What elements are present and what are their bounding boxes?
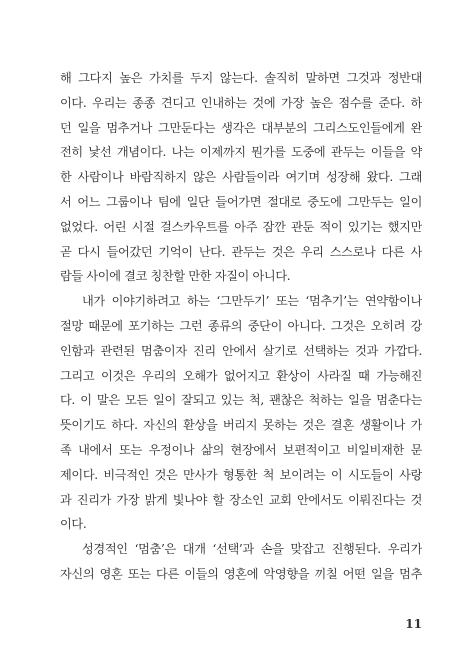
text-line: 전히 낯선 개념이다. 나는 이제까지 뭔가를 도중에 관두는 이들을 약 [60,145,422,160]
body-text [60,66,422,587]
text-line: 다. 이 말은 모든 일이 잘되고 있는 척, 괜찮은 척하는 일을 멈춘다는 [60,393,422,408]
text-line: 없었다. 어린 시절 걸스카우트를 아주 잠깐 관둔 적이 있기는 했지만 [60,219,422,234]
text-line: 인함과 관련된 멈춤이자 진리 안에서 살기로 선택하는 것과 가깝다. [60,343,422,358]
text-line: 성경적인 ‘멈춤’은 대개 ‘선택’과 손을 맞잡고 진행된다. 우리가 [82,542,422,557]
text-line: 람들 사이에 결코 칭찬할 만한 자질이 아니다. [60,269,291,284]
text-line: 뜻이기도 하다. 자신의 환상을 버리지 못하는 것은 결혼 생활이나 가 [60,418,422,433]
page-number: 11 [405,617,422,631]
text-line: 그리고 이것은 우리의 오해가 없어지고 환상이 사라질 때 가능해진 [60,368,422,383]
text-line: 내가 이야기하려고 하는 ‘그만두기’ 또는 ‘멈추기’는 연약함이나 [82,294,422,309]
text-line: 이다. 우리는 종종 견디고 인내하는 것에 가장 높은 점수를 준다. 하 [60,95,422,110]
text-line: 과 진리가 가장 밝게 빛나야 할 장소인 교회 안에서도 이뤄진다는 것 [60,492,422,507]
text-line: 한 사람이나 바람직하지 않은 사람들이라 여기며 성장해 왔다. 그래 [60,170,422,185]
text-line: 곧 다시 들어갔던 기억이 난다. 관두는 것은 우리 스스로나 다른 사 [60,244,422,259]
text-line: 자신의 영혼 또는 다른 이들의 영혼에 악영향을 끼칠 어떤 일을 멈추 [60,566,422,581]
text-line: 제이다. 비극적인 것은 만사가 형통한 척 보이려는 이 시도들이 사랑 [60,467,422,482]
text-line: 해 그다지 높은 가치를 두지 않는다. 솔직히 말하면 그것과 정반대 [60,71,422,85]
text-line: 절망 때문에 포기하는 그런 종류의 중단이 아니다. 그것은 오히려 강 [60,318,422,333]
text-line: 던 일을 멈추거나 그만둔다는 생각은 대부분의 그리스도인들에게 완 [60,120,422,135]
text-line: 서 어느 그룹이나 팀에 일단 들어가면 절대로 중도에 그만두는 일이 [60,194,422,209]
text-line: 이다. [60,517,87,532]
text-line: 족 내에서 또는 우정이나 삶의 현장에서 보편적이고 비일비재한 문 [60,442,422,457]
